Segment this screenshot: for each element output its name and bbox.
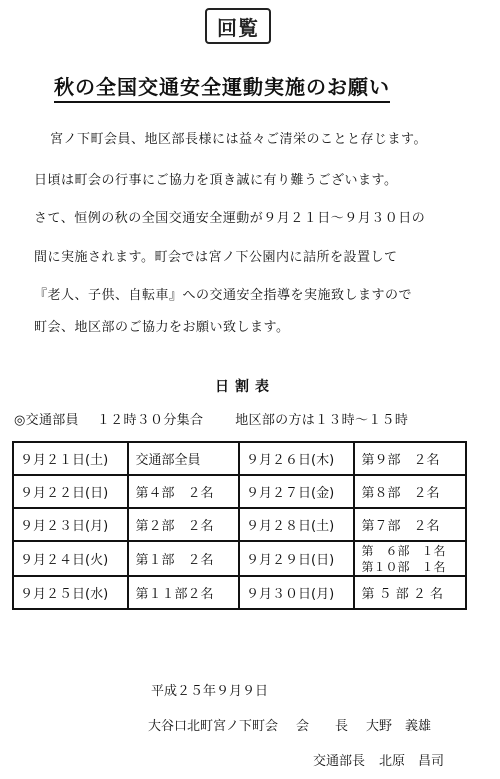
paragraph-campaign-dates: さて、恒例の秋の全国交通安全運動が９月２１日〜９月３０日の <box>34 211 426 226</box>
stamp-text: 回覧 <box>217 15 259 40</box>
schedule-assignment: 第２部 ２名 <box>128 508 239 541</box>
traffic-chief-name: 北原 昌司 <box>379 754 445 769</box>
circulation-stamp <box>205 8 271 44</box>
note-traffic-members: ◎交通部員 <box>14 413 79 428</box>
document-title: 秋の全国交通安全運動実施のお願い <box>54 74 390 103</box>
paragraph-greeting: 宮ノ下町会員、地区部長様には益々ご清栄のことと存じます。 <box>50 132 427 147</box>
paragraph-station: 間に実施されます。町会では宮ノ下公園内に詰所を設置して <box>34 250 398 265</box>
schedule-date: ９月２２日(日) <box>13 475 128 508</box>
table-row <box>13 442 466 475</box>
issue-date: 平成２５年９月９日 <box>151 684 269 699</box>
signature-traffic-chief <box>313 750 444 769</box>
schedule-date: ９月２６日(木) <box>239 442 354 475</box>
schedule-table <box>12 441 467 610</box>
schedule-assignment: 交通部全員 <box>128 442 239 475</box>
table-row <box>13 475 466 508</box>
schedule-assignment-line: 第１０部 １名 <box>361 559 446 574</box>
schedule-date: ９月２８日(土) <box>239 508 354 541</box>
association-name: 大谷口北町宮ノ下町会 <box>148 719 279 734</box>
association-role: 会 長 <box>296 719 349 734</box>
table-row <box>13 541 466 576</box>
note-assembly-time: １２時３０分集合 <box>96 413 204 428</box>
schedule-assignment-line: 第 ６部 １名 <box>361 543 446 558</box>
schedule-assignment: 第４部 ２名 <box>128 475 239 508</box>
schedule-date: ９月２３日(月) <box>13 508 128 541</box>
table-row <box>13 508 466 541</box>
schedule-date: ９月２９日(日) <box>239 541 354 576</box>
table-row <box>13 576 466 609</box>
note-district-hours: 地区部の方は１３時〜１５時 <box>235 413 409 428</box>
association-head-name: 大野 義雄 <box>366 719 432 734</box>
schedule-date: ９月２５日(水) <box>13 576 128 609</box>
schedule-assignment: 第 ５ 部 ２ 名 <box>354 576 466 609</box>
schedule-date: ９月２７日(金) <box>239 475 354 508</box>
schedule-assignment-split <box>354 541 466 576</box>
schedule-date: ９月２４日(火) <box>13 541 128 576</box>
schedule-heading: 日割表 <box>215 379 275 395</box>
schedule-assignment: 第９部 ２名 <box>354 442 466 475</box>
paragraph-thanks: 日頃は町会の行事にご協力を頂き誠に有り難うございます。 <box>34 173 398 188</box>
schedule-date: ９月２１日(土) <box>13 442 128 475</box>
signature-association <box>148 715 431 734</box>
schedule-date: ９月３０日(月) <box>239 576 354 609</box>
schedule-assignment: 第７部 ２名 <box>354 508 466 541</box>
schedule-assignment: 第８部 ２名 <box>354 475 466 508</box>
traffic-chief-role: 交通部長 <box>313 754 366 769</box>
assembly-note <box>14 409 408 428</box>
paragraph-guidance: 『老人、子供、自転車』への交通安全指導を実施致しますので <box>34 288 413 303</box>
schedule-assignment: 第１１部２名 <box>128 576 239 609</box>
paragraph-request: 町会、地区部のご協力をお願い致します。 <box>34 320 290 335</box>
schedule-assignment: 第１部 ２名 <box>128 541 239 576</box>
